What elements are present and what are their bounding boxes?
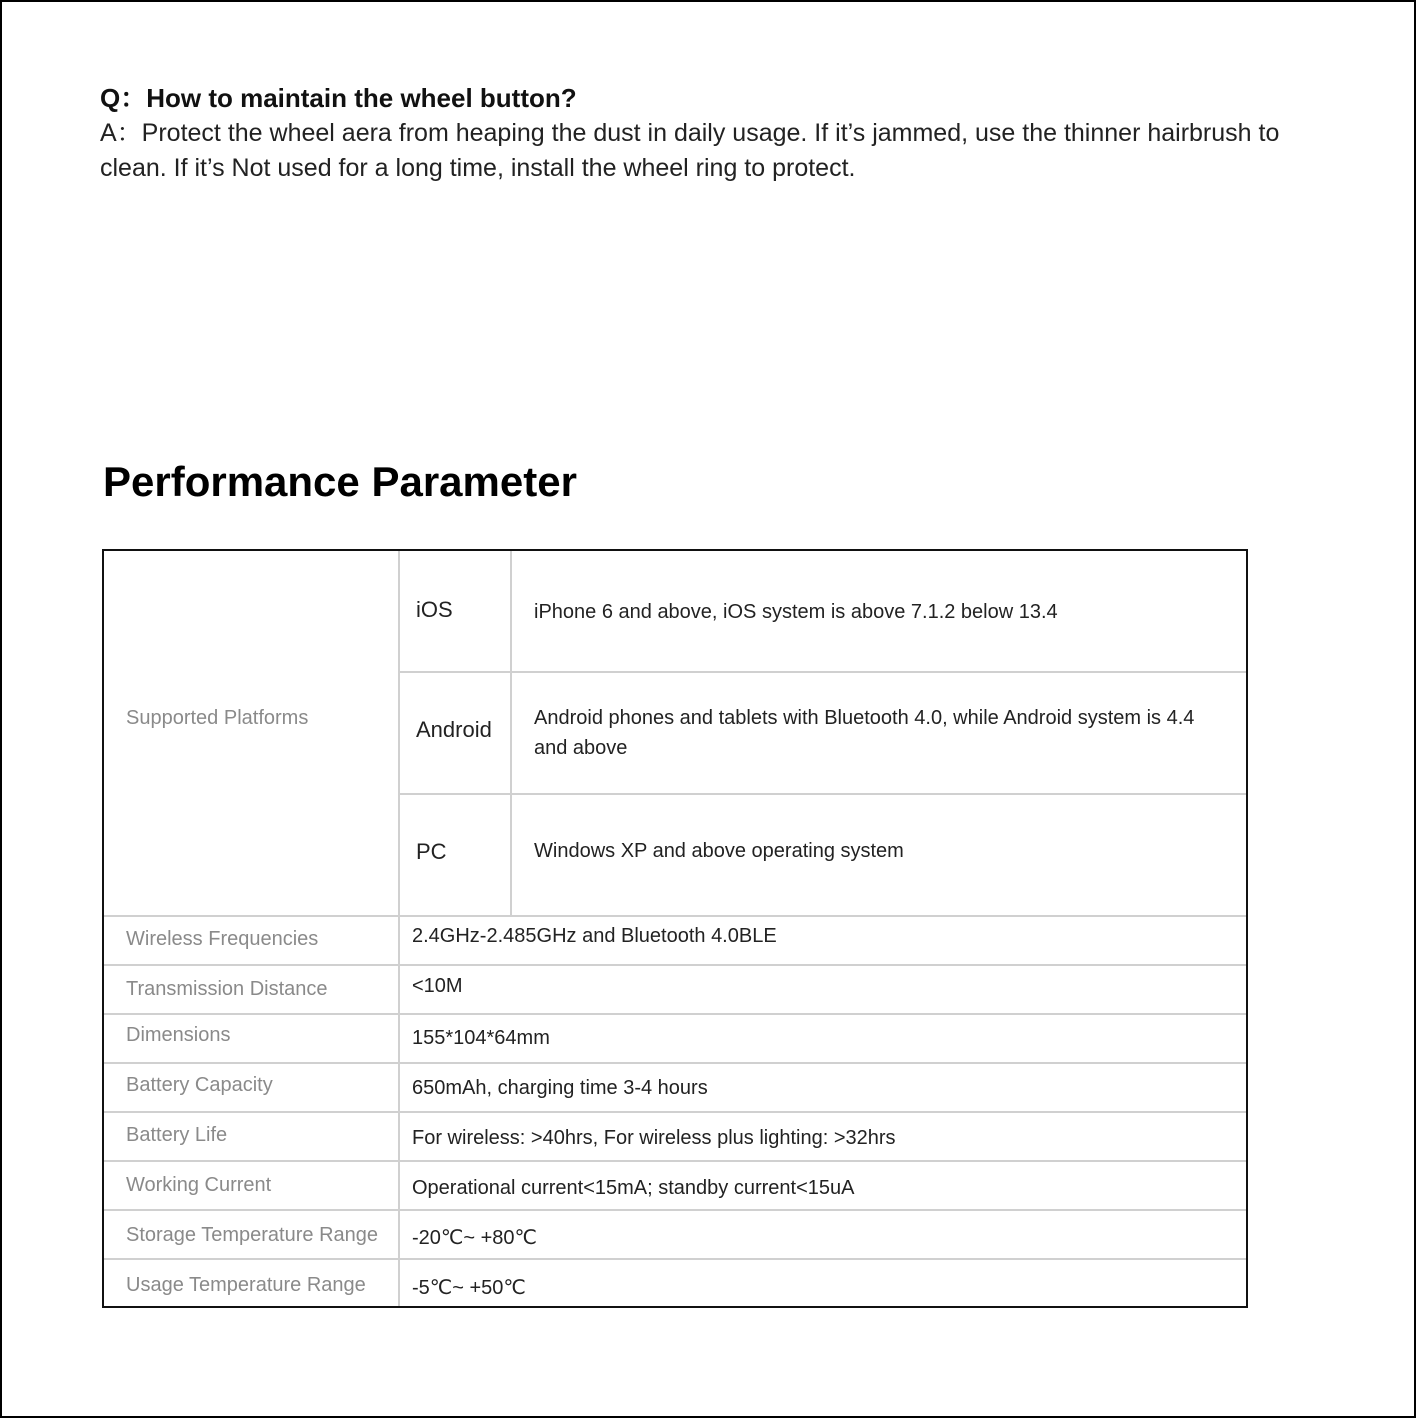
spec-label-supported-platforms: Supported Platforms <box>126 707 309 729</box>
platform-name-android: Android <box>416 717 492 742</box>
spec-label-storage-temperature: Storage Temperature Range <box>126 1224 379 1246</box>
platform-desc-ios: iPhone 6 and above, iOS system is above 7.1.2 below 13.4 <box>534 601 1058 623</box>
row-divider <box>104 1013 1246 1015</box>
spec-label-battery-life: Battery Life <box>126 1124 228 1146</box>
spec-label-working-current: Working Current <box>126 1174 272 1196</box>
platform-desc-pc: Windows XP and above operating system <box>534 840 904 862</box>
row-divider <box>104 1062 1246 1064</box>
row-divider <box>104 915 1246 917</box>
platform-desc-android: Android phones and tablets with Bluetooth 4.0, while Android system is 4.4 and above <box>534 707 1195 759</box>
platform-row-divider <box>398 671 1246 673</box>
row-divider <box>104 1209 1246 1211</box>
row-divider <box>104 1258 1246 1260</box>
faq-question: Q：How to maintain the wheel button? <box>100 83 577 113</box>
section-title: Performance Parameter <box>103 458 577 505</box>
row-divider <box>104 1111 1246 1113</box>
row-divider <box>104 1160 1246 1162</box>
spec-value-wireless-frequencies: 2.4GHz-2.485GHz and Bluetooth 4.0BLE <box>412 925 777 947</box>
spec-label-usage-temperature: Usage Temperature Range <box>126 1274 366 1296</box>
spec-value-battery-life: For wireless: >40hrs, For wireless plus lighting: >32hrs <box>412 1127 896 1149</box>
spec-label-transmission-distance: Transmission Distance <box>126 978 328 1000</box>
row-divider <box>104 964 1246 966</box>
spec-label-dimensions: Dimensions <box>126 1024 231 1046</box>
platform-name-ios: iOS <box>416 597 453 622</box>
faq-block <box>100 80 1280 186</box>
faq-answer: A：Protect the wheel aera from heaping the dust in daily usage. If it’s jammed, use the thinner hairbrush to clean. If it’s Not used for a long time, install the wheel ring to protect. <box>100 119 1280 182</box>
platform-divider <box>510 551 512 915</box>
spec-value-battery-capacity: 650mAh, charging time 3-4 hours <box>412 1077 708 1099</box>
platform-row-divider <box>398 793 1246 795</box>
spec-value-working-current: Operational current<15mA; standby current<15uA <box>412 1177 855 1199</box>
spec-table <box>102 549 1248 1308</box>
spec-label-wireless-frequencies: Wireless Frequencies <box>126 928 319 950</box>
spec-value-dimensions: 155*104*64mm <box>412 1027 550 1049</box>
spec-value-storage-temperature: -20℃~ +80℃ <box>412 1227 537 1249</box>
spec-label-battery-capacity: Battery Capacity <box>126 1074 273 1096</box>
platform-name-pc: PC <box>416 839 447 864</box>
spec-value-transmission-distance: <10M <box>412 975 463 997</box>
column-divider <box>398 551 400 1306</box>
spec-value-usage-temperature: -5℃~ +50℃ <box>412 1277 526 1299</box>
